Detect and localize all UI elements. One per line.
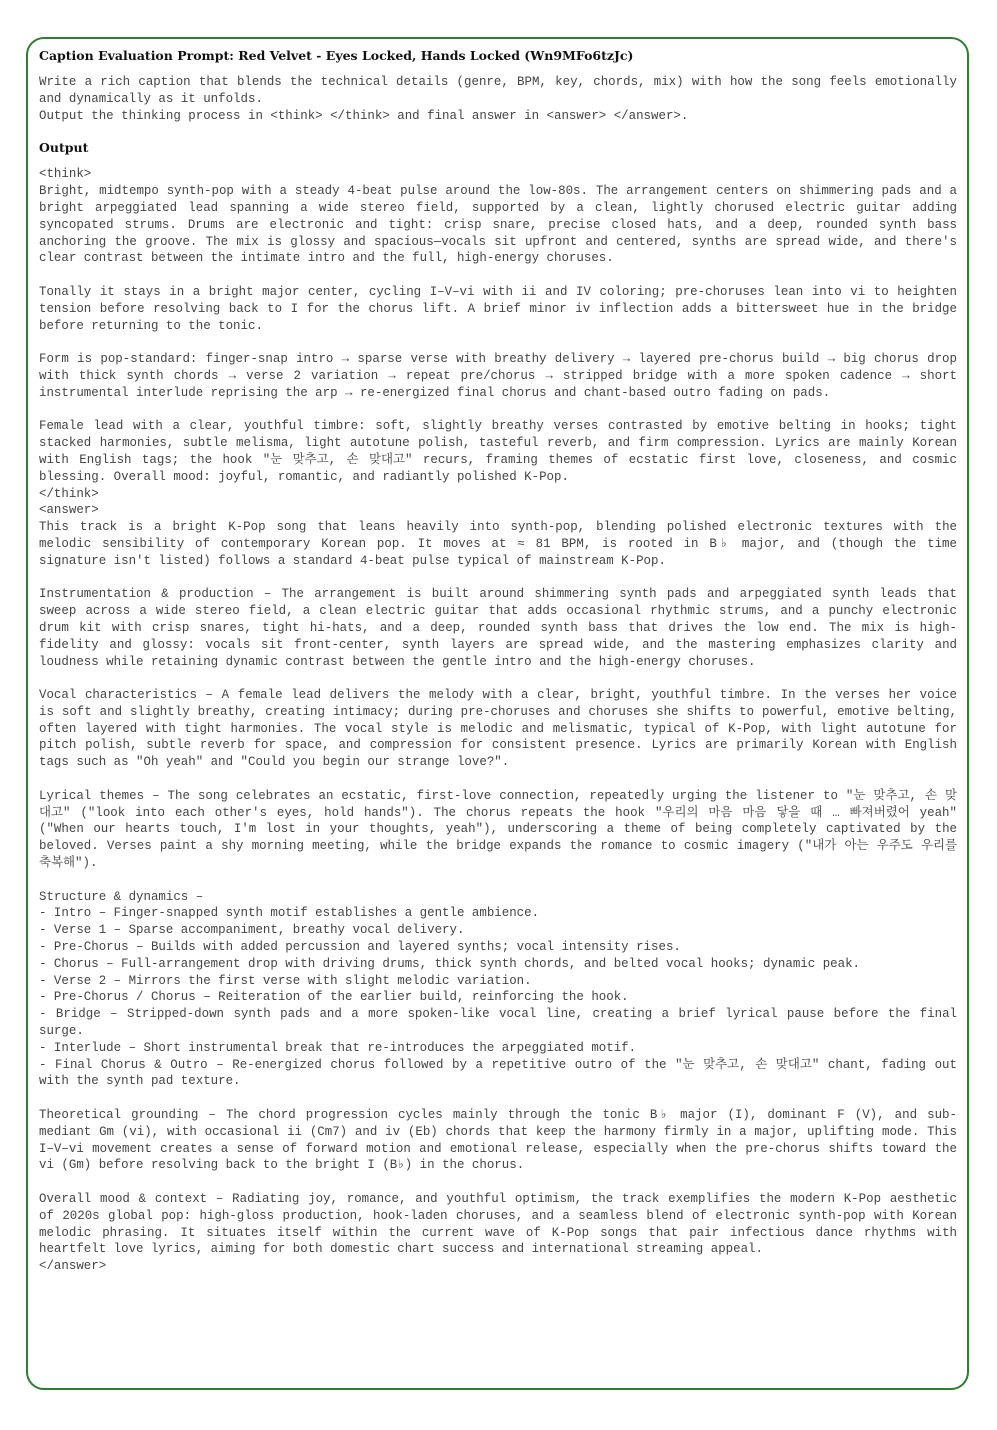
structure-item: - Pre-Chorus – Builds with added percussion and layered synths; vocal intensity rises. <box>39 940 681 955</box>
structure-item: - Chorus – Full-arrangement drop with driving drums, thick synth chords, and belted vocal hooks; dynamic peak. <box>39 956 861 971</box>
answer-close-tag: </answer> <box>39 1259 107 1274</box>
think-paragraph: Female lead with a clear, youthful timbre: soft, slightly breathy verses contrasted by emotive belting in hooks; tight stacked harmonies, subtle melisma, light autotune polish, tasteful reverb, and firm compression. Lyrics are mainly Korean with English tags; the hook "눈 맞추고, 손 맞대고" recurs, framing themes of ecstatic first love, closeness, and cosmic blessing. Overall mood: joyful, romantic, and radiantly polished K-Pop. <box>39 419 957 484</box>
structure-item: - Interlude – Short instrumental break that re-introduces the arpeggiated motif. <box>39 1040 637 1055</box>
think-open-tag: <think> <box>39 167 92 182</box>
structure-item: - Pre-Chorus / Chorus – Reiteration of the earlier build, reinforcing the hook. <box>39 990 629 1005</box>
prompt-block <box>39 74 957 124</box>
prompt-format-instruction: Output the thinking process in <think> </think> and final answer in <answer> </answer>. <box>39 108 689 123</box>
think-paragraph: Bright, midtempo synth-pop with a steady 4-beat pulse around the low-80s. The arrangement centers on shimmering pads and a bright arpeggiated lead spanning a wide stereo field, supported by a clean, lightly chorused electric guitar adding syncopated strums. Drums are electronic and tight: crisp snare, precise closed hats, and a deep, rounded synth bass anchoring the groove. The mix is glossy and spacious—vocals sit upfront and centered, synths are spread wide, and there's clear contrast between the intimate intro and the full, high-energy choruses. <box>39 184 957 266</box>
answer-vocals-paragraph: Vocal characteristics – A female lead delivers the melody with a clear, bright, youthful timbre. In the verses her voice is soft and slightly breathy, creating intimacy; during pre-choruses and choruses she shifts to powerful, emotive belting, often layered with tight harmonies. The vocal style is melodic and melismatic, typical of K-Pop, with light autotune for pitch polish, subtle reverb for space, and compression for consistent presence. Lyrics are primarily Korean with English tags such as "Oh yeah" and "Could you begin our strange love?". <box>39 688 957 770</box>
answer-mood-paragraph: Overall mood & context – Radiating joy, romance, and youthful optimism, the track exemplifies the modern K-Pop aesthetic of 2020s global pop: high-gloss production, hook-laden choruses, and a seamless blend of electronic synth-pop with Korean melodic phrasing. It situates itself within the current wave of K-Pop songs that pair infectious dance rhythms with heartfelt love lyrics, aiming for both domestic chart success and international streaming appeal. <box>39 1192 957 1257</box>
structure-heading: Structure & dynamics – <box>39 889 204 904</box>
structure-item: - Bridge – Stripped-down synth pads and a more spoken-like vocal line, creating a brief lyrical pause before the final surge. <box>39 1007 957 1039</box>
answer-lyrics-paragraph: Lyrical themes – The song celebrates an ecstatic, first-love connection, repeatedly urging the listener to "눈 맞추고, 손 맞대고" ("look into each other's eyes, hold hands"). The chorus repeats the hook "우리의 마음 마음 닿을 때 … 빠져버렸어 yeah" ("When our hearts touch, I'm lost in your thoughts, yeah"), underscoring a theme of being completely captivated by the beloved. Verses paint a shy morning meeting, while the bridge expands the romance to cosmic imagery ("내가 아는 우주도 우리를 축복해"). <box>39 788 957 871</box>
think-paragraph: Tonally it stays in a bright major center, cycling I–V–vi with ii and IV coloring; pre-choruses lean into vi to heighten tension before resolving back to I for the chorus lift. A brief minor iv inflection adds a bittersweet hue in the bridge before returning to the tonic. <box>39 284 957 333</box>
think-paragraph: Form is pop-standard: finger-snap intro → sparse verse with breathy delivery → layered pre-chorus build → big chorus drop with thick synth chords → verse 2 variation → repeat pre/chorus → stripped bridge with a more spoken cadence → short instrumental interlude reprising the arp → re-energized final chorus and chant-based outro fading on pads. <box>39 352 957 400</box>
document-title: Caption Evaluation Prompt: Red Velvet - Eyes Locked, Hands Locked (Wn9MFo6tzJc) <box>39 48 634 63</box>
answer-open-tag: <answer> <box>39 503 99 518</box>
output-heading: Output <box>39 140 89 156</box>
prompt-instruction: Write a rich caption that blends the technical details (genre, BPM, key, chords, mix) with how the song feels emotionally and dynamically as it unfolds. <box>39 75 957 106</box>
answer-instrumentation-paragraph: Instrumentation & production – The arrangement is built around shimmering synth pads and arpeggiated synth leads that sweep across a wide stereo field, a clean electric guitar that adds occasional rhythmic strums, and a punchy electronic drum kit with crisp snares, tight hi-hats, and a deep, rounded synth bass that drives the low end. The mix is high-fidelity and glossy: vocals sit front-center, synth layers are spread wide, and the mastering emphasizes clarity and loudness while retaining dynamic contrast between the gentle intro and the high-energy choruses. <box>39 587 957 669</box>
structure-item: - Verse 1 – Sparse accompaniment, breathy vocal delivery. <box>39 923 465 938</box>
structure-item: - Final Chorus & Outro – Re-energized chorus followed by a repetitive outro of the "눈 맞추고, 손 맞대고" chant, fading out with the synth pad texture. <box>39 1057 957 1089</box>
answer-intro-paragraph: This track is a bright K-Pop song that leans heavily into synth-pop, blending polished electronic textures with the melodic sensibility of contemporary Korean pop. It moves at ≈ 81 BPM, is rooted in B♭ major, and (though the time signature isn't listed) follows a standard 4-beat pulse typical of mainstream K-Pop. <box>39 520 957 568</box>
structure-item: - Intro – Finger-snapped synth motif establishes a gentle ambience. <box>39 906 540 921</box>
caption-card <box>26 37 969 1390</box>
think-close-tag: </think> <box>39 486 99 501</box>
output-block <box>39 166 957 1275</box>
structure-item: - Verse 2 – Mirrors the first verse with slight melodic variation. <box>39 973 532 988</box>
answer-theory-paragraph: Theoretical grounding – The chord progression cycles mainly through the tonic B♭ major (I), dominant F (V), and sub-mediant Gm (vi), with occasional ii (Cm7) and iv (Eb) chords that keep the harmony firmly in a major, uplifting mode. This I–V–vi movement creates a sense of forward motion and emotional release, especially when the pre-chorus shifts toward the vi (Gm) before resolving back to the bright I (B♭) in the chorus. <box>39 1108 957 1173</box>
